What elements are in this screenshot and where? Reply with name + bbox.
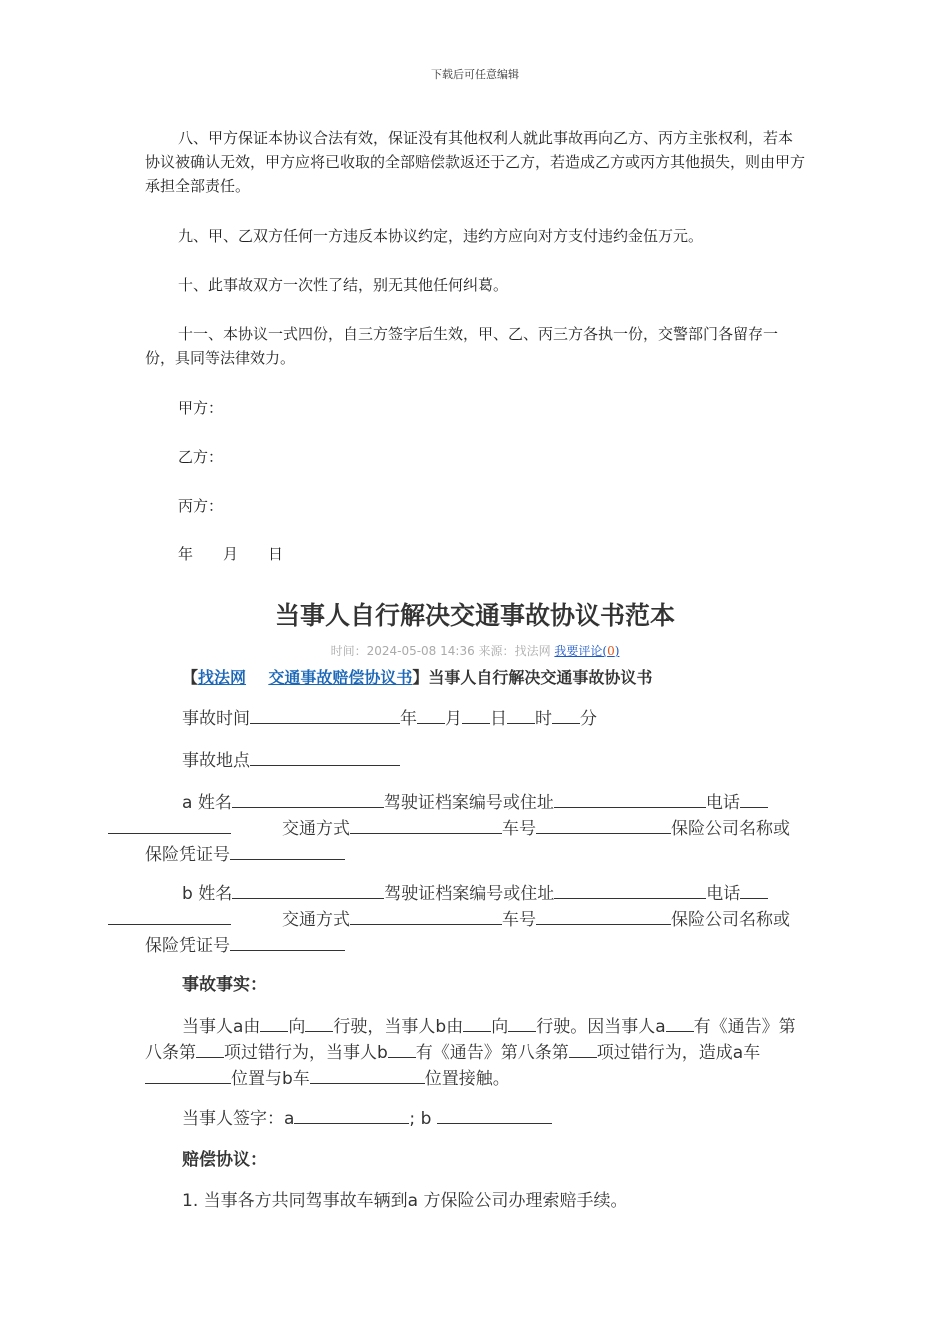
facts-heading: 事故事实： [182,975,267,995]
accident-time-row: 事故时间 年 月 日 时 分 [145,706,805,732]
time-blank[interactable] [250,706,400,724]
facts-b-to-blank[interactable] [508,1014,536,1032]
b-transport-blank[interactable] [350,907,502,925]
date-line: 年 月 日 [178,545,284,563]
a-plate-blank[interactable] [536,816,671,834]
minute-blank[interactable] [552,706,580,724]
place-blank[interactable] [250,748,400,766]
comment-link[interactable]: 我要评论(0) [554,644,620,658]
sign-b-blank[interactable] [437,1106,552,1124]
article-title: 当事人自行解决交通事故协议书范本 [274,601,675,630]
b-phone-blank-2[interactable] [108,907,231,925]
article-source: 找法网 [514,644,551,658]
facts-a-to-blank[interactable] [305,1014,333,1032]
b-name-blank[interactable] [232,881,384,899]
article-meta: 时间：2024-05-08 14:36 来源：找法网 我要评论(0) [330,644,620,658]
a-transport-blank[interactable] [350,816,502,834]
b-plate-blank[interactable] [536,907,671,925]
hour-blank[interactable] [507,706,535,724]
signature-row: 当事人签字：a ; b [145,1106,805,1132]
facts-a-item-blank[interactable] [196,1040,224,1058]
facts-b-pos-blank[interactable] [310,1066,425,1084]
facts-b-item-blank[interactable] [569,1040,597,1058]
compensation-item-1: 1. 当事各方共同驾事故车辆到a 方保险公司办理索赔手续。 [182,1191,628,1211]
sign-a-blank[interactable] [294,1106,409,1124]
article-time: 2024-05-08 14:36 [366,644,475,658]
party-c-sign: 丙方： [178,497,224,515]
facts-text: 当事人a由 向 行驶，当事人b由 向 行驶。因当事人a 有《通告》第八条第 项过错行为，当事人b 有《通告》第八条第 项过错行为，造成a车位置与b车 位置接触。 [145,1014,805,1092]
a-insurance-blank[interactable] [230,842,345,860]
b-phone-blank[interactable] [740,881,768,899]
facts-b-blank[interactable] [388,1040,416,1058]
tagline-title: 当事人自行解决交通事故协议书 [428,668,653,687]
clause-8: 八、甲方保证本协议合法有效，保证没有其他权利人就此事故再向乙方、丙方主张权利，若本协议被确认无效，甲方应将已收取的全部赔偿款返还于乙方，若造成乙方或丙方其他损失，则由甲方承担全部责任。 [145,129,806,195]
a-license-blank[interactable] [554,790,706,808]
party-b-info: b 姓名 驾驶证档案编号或住址 电话 交通方式 车号 保险公司名称或保险凭证号 [145,881,805,959]
a-phone-blank-2[interactable] [108,816,231,834]
month-blank[interactable] [417,706,445,724]
b-insurance-blank[interactable] [230,933,345,951]
day-blank[interactable] [462,706,490,724]
a-phone-blank[interactable] [740,790,768,808]
party-a-sign: 甲方： [178,399,224,417]
facts-a-from-blank[interactable] [260,1014,288,1032]
accident-place-row: 事故地点 [145,748,805,774]
facts-a-pos-blank[interactable] [145,1066,231,1084]
party-a-info: a 姓名 驾驶证档案编号或住址 电话 交通方式 车号 保险公司名称或保险凭证号 [145,790,805,868]
page-header: 下载后可任意编辑 [431,68,519,81]
facts-a-blank[interactable] [666,1014,694,1032]
site-link[interactable]: 找法网 [198,668,247,687]
clause-11: 十一、本协议一式四份，自三方签字后生效，甲、乙、丙三方各执一份，交警部门各留存一份，具同等法律效力。 [145,325,779,367]
comment-count: 0 [607,644,615,658]
category-link[interactable]: 交通事故赔偿协议书 [268,668,413,687]
clause-10: 十、此事故双方一次性了结，别无其他任何纠葛。 [178,276,509,294]
clause-9: 九、甲、乙双方任何一方违反本协议约定，违约方应向对方支付违约金伍万元。 [178,227,704,245]
facts-b-from-blank[interactable] [463,1014,491,1032]
party-b-sign: 乙方： [178,448,224,466]
article-tagline: 【找法网 交通事故赔偿协议书】当事人自行解决交通事故协议书 [182,668,653,687]
a-name-blank[interactable] [232,790,384,808]
compensation-heading: 赔偿协议： [182,1150,267,1170]
b-license-blank[interactable] [554,881,706,899]
